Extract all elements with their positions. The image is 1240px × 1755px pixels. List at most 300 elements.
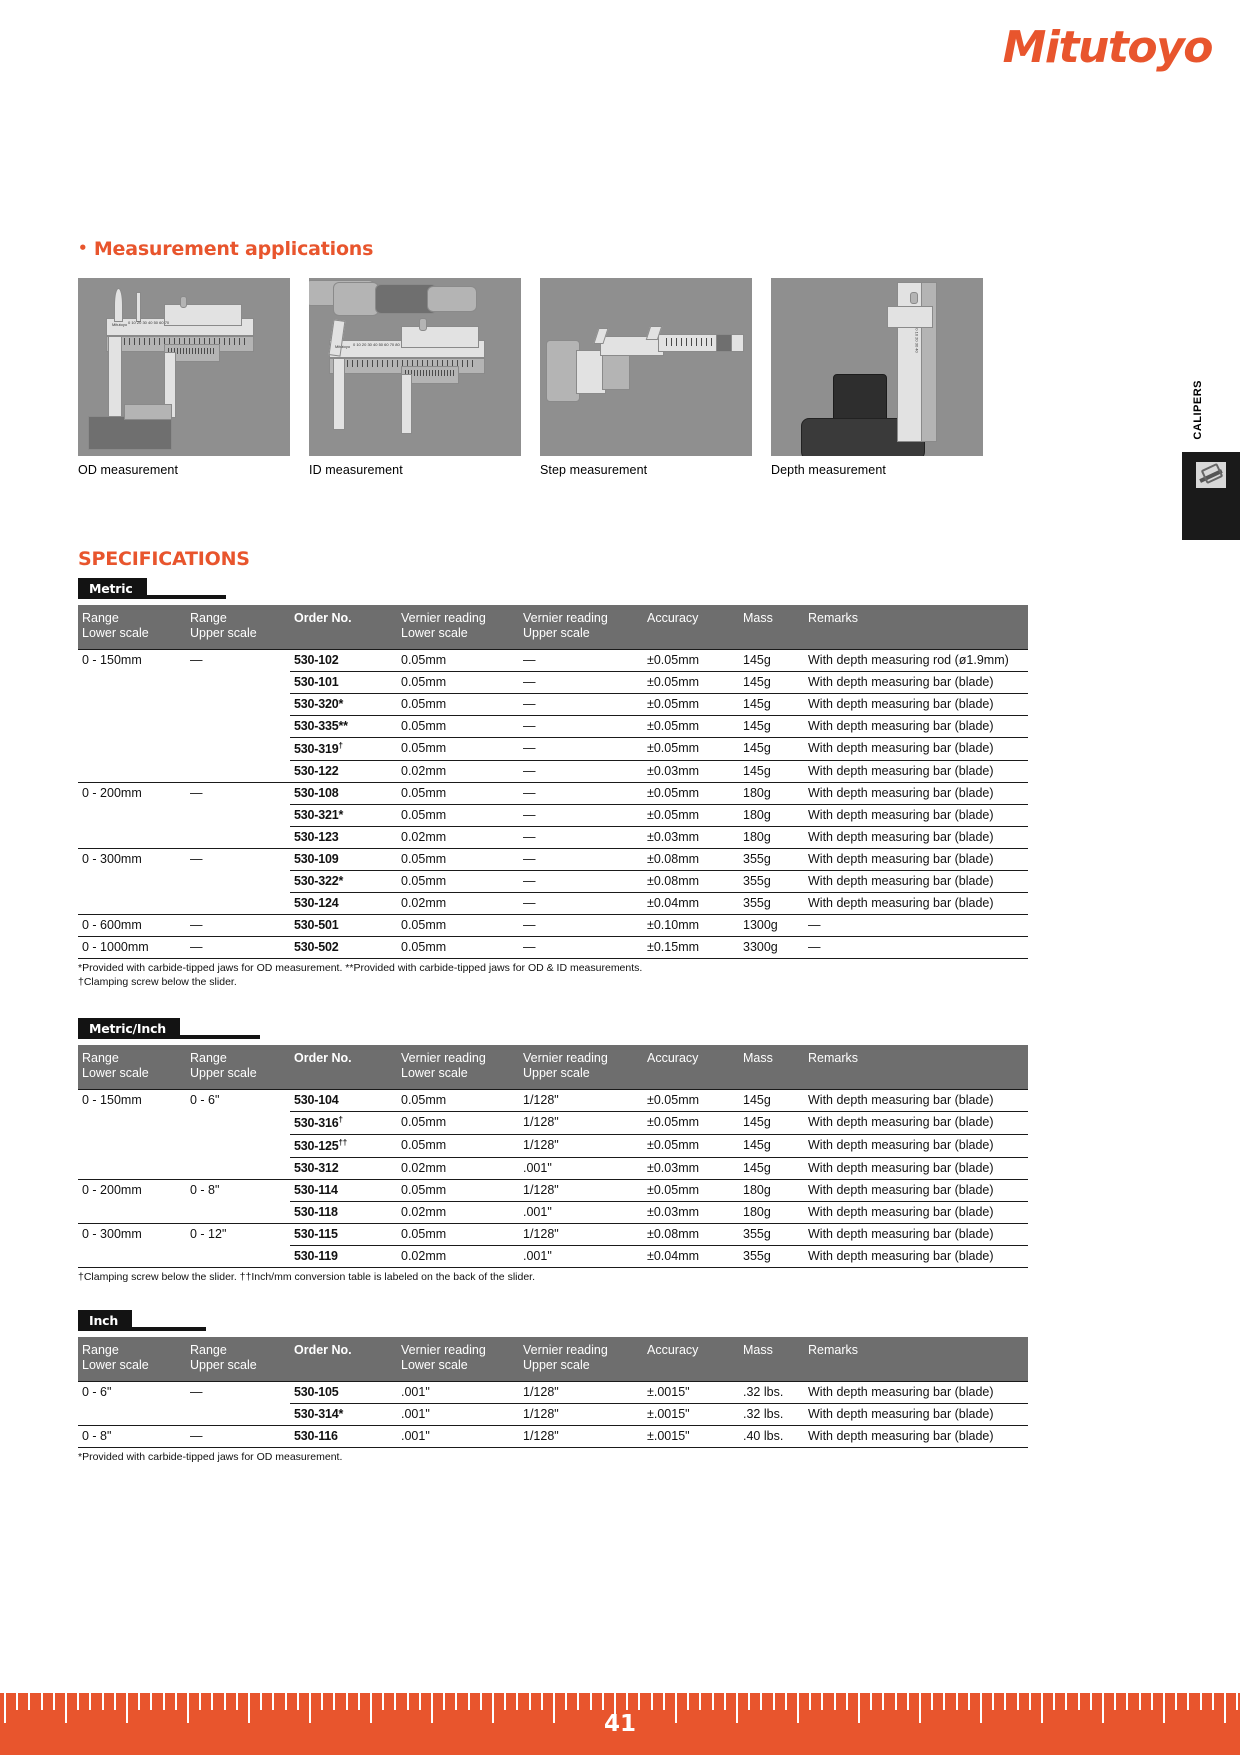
header-line1: Mass [743,611,773,625]
cell-order-no: 530-316† [290,1111,397,1134]
cell-vernier-upper: 1/128" [519,1223,643,1245]
ruler-tick [138,1693,140,1710]
ruler-tick [321,1693,323,1710]
table-row [78,1403,1028,1425]
cell-range-upper [186,892,290,914]
ruler-tick [41,1693,43,1710]
cell-order-no: 530-320* [290,693,397,715]
cell-order-no: 530-108 [290,782,397,804]
ruler-tick [382,1693,384,1710]
ruler-tick [992,1693,994,1710]
order-no-footnote-marker: † [338,1114,343,1124]
cell-vernier-upper: 1/128" [519,1403,643,1425]
cell-remarks: With depth measuring bar (blade) [804,693,1028,715]
header-line1: Accuracy [647,1343,699,1357]
header-line1: Vernier reading [523,1051,608,1065]
cell-range-lower: 0 - 300mm [78,1223,186,1245]
cell-range-lower [78,892,186,914]
cell-range-upper [186,760,290,782]
cell-remarks: With depth measuring bar (blade) [804,1157,1028,1179]
ruler-tick [1151,1693,1153,1710]
ruler-tick [651,1693,653,1710]
cell-range-upper: — [186,782,290,804]
cell-vernier-upper: — [519,936,643,958]
cell-range-upper [186,1134,290,1157]
cell-accuracy: ±0.04mm [643,892,739,914]
cell-vernier-upper: — [519,826,643,848]
cell-range-lower [78,1245,186,1267]
header-line1: Mass [743,1343,773,1357]
column-header-order-no [290,605,397,649]
cell-mass: .32 lbs. [739,1403,804,1425]
ruler-tick [541,1693,543,1710]
order-no-footnote-marker: †† [338,1137,347,1147]
ruler-tick [724,1693,726,1710]
column-header-vernier-upper [519,1045,643,1089]
cell-accuracy: ±0.15mm [643,936,739,958]
cell-mass: 145g [739,693,804,715]
ruler-tick [529,1693,531,1710]
ruler-tick [28,1693,30,1710]
cell-range-lower: 0 - 150mm [78,1089,186,1111]
cell-mass: 145g [739,715,804,737]
measurement-applications-title [78,238,1028,260]
cell-vernier-lower: 0.05mm [397,715,519,737]
cell-order-no: 530-502 [290,936,397,958]
header-line1: Remarks [808,1051,859,1065]
ruler-tick [163,1693,165,1710]
cell-vernier-lower: 0.02mm [397,826,519,848]
cell-range-lower [78,737,186,760]
ruler-tick [358,1693,360,1710]
cell-vernier-lower: .001" [397,1381,519,1403]
specifications-table-metric-inch [78,1045,1028,1268]
photo-caption: ID measurement [309,463,403,477]
header-line2: Lower scale [401,626,468,641]
cell-vernier-upper: — [519,693,643,715]
cell-vernier-lower: 0.05mm [397,649,519,671]
ruler-tick [834,1693,836,1710]
header-line1: Remarks [808,611,859,625]
cell-vernier-lower: 0.05mm [397,914,519,936]
application-item [540,278,752,477]
cell-range-lower [78,671,186,693]
cell-mass: 1300g [739,914,804,936]
spec-table-block-metric-inch [78,1018,1028,1285]
application-photo-grid [78,278,1028,477]
cell-remarks: — [804,914,1028,936]
ruler-tick [89,1693,91,1710]
cell-vernier-lower: 0.02mm [397,1201,519,1223]
side-tab-calipers [1180,370,1240,540]
ruler-tick [943,1693,945,1710]
cell-remarks: With depth measuring bar (blade) [804,1089,1028,1111]
column-header-range-lower [78,1045,186,1089]
cell-accuracy: ±0.05mm [643,1111,739,1134]
ruler-tick [346,1693,348,1710]
cell-remarks: With depth measuring bar (blade) [804,782,1028,804]
ruler-tick [785,1693,787,1710]
mitutoyo-logo: Mitutoyo [1002,22,1212,73]
column-header-remarks [804,1045,1028,1089]
cell-remarks: With depth measuring bar (blade) [804,848,1028,870]
ruler-tick [333,1693,335,1710]
cell-order-no: 530-119 [290,1245,397,1267]
cell-order-no: 530-124 [290,892,397,914]
cell-range-lower [78,1403,186,1425]
specifications-table-inch [78,1337,1028,1448]
cell-order-no: 530-116 [290,1425,397,1447]
cell-remarks: With depth measuring rod (ø1.9mm) [804,649,1028,671]
header-line1: Vernier reading [401,1343,486,1357]
ruler-tick [1236,1693,1238,1710]
cell-remarks: With depth measuring bar (blade) [804,1245,1028,1267]
ruler-tick [895,1693,897,1710]
header-line1: Vernier reading [401,611,486,625]
cell-mass: 180g [739,1201,804,1223]
application-item [78,278,290,477]
cell-remarks: With depth measuring bar (blade) [804,1223,1028,1245]
header-line1: Range [82,611,119,625]
ruler-tick [224,1693,226,1710]
ruler-tick [882,1693,884,1710]
header-line1: Order No. [294,611,352,625]
cell-range-upper [186,737,290,760]
ruler-tick [1090,1693,1092,1710]
cell-vernier-lower: 0.05mm [397,804,519,826]
cell-order-no: 530-321* [290,804,397,826]
header-line1: Order No. [294,1051,352,1065]
ruler-tick [297,1693,299,1710]
cell-range-lower [78,1201,186,1223]
ruler-tick [53,1693,55,1710]
cell-range-lower [78,760,186,782]
column-header-accuracy [643,1337,739,1381]
ruler-tick [1078,1693,1080,1710]
cell-mass: 145g [739,671,804,693]
cell-remarks: With depth measuring bar (blade) [804,760,1028,782]
header-line2: Lower scale [401,1358,468,1373]
photo-caption: Step measurement [540,463,648,477]
cell-remarks: With depth measuring bar (blade) [804,715,1028,737]
cell-range-upper [186,1201,290,1223]
cell-range-upper [186,870,290,892]
cell-vernier-upper: — [519,848,643,870]
cell-remarks: With depth measuring bar (blade) [804,671,1028,693]
cell-range-upper [186,1403,290,1425]
column-header-vernier-lower [397,1337,519,1381]
cell-accuracy: ±0.03mm [643,760,739,782]
cell-mass: 145g [739,737,804,760]
cell-accuracy: ±0.05mm [643,693,739,715]
ruler-tick [821,1693,823,1710]
ruler-tick [175,1693,177,1710]
ruler-tick [285,1693,287,1710]
measurement-applications-section [78,238,1028,477]
table-tag: Metric/Inch [78,1018,180,1039]
cell-vernier-upper: .001" [519,1245,643,1267]
page-footer [0,1693,1240,1755]
ruler-tick [1029,1693,1031,1710]
cell-remarks: With depth measuring bar (blade) [804,1179,1028,1201]
spec-table-block-metric [78,578,1028,989]
cell-mass: 355g [739,1245,804,1267]
photo-caption: OD measurement [78,463,179,477]
ruler-tick [626,1693,628,1710]
ruler-tick [260,1693,262,1710]
table-header-row [78,605,1028,649]
table-header-row [78,1045,1028,1089]
cell-accuracy: ±0.08mm [643,848,739,870]
cell-range-upper [186,826,290,848]
cell-mass: 145g [739,760,804,782]
cell-vernier-upper: 1/128" [519,1111,643,1134]
cell-accuracy: ±0.05mm [643,782,739,804]
table-tag: Metric [78,578,147,599]
cell-remarks: With depth measuring bar (blade) [804,1134,1028,1157]
table-row [78,1201,1028,1223]
cell-range-upper: — [186,936,290,958]
cell-remarks: With depth measuring bar (blade) [804,1403,1028,1425]
caliper-icon [1196,462,1226,488]
table-row [78,826,1028,848]
cell-vernier-lower: 0.02mm [397,892,519,914]
cell-vernier-lower: 0.05mm [397,1179,519,1201]
table-tag-row [78,578,1028,600]
cell-accuracy: ±0.03mm [643,826,739,848]
column-header-mass [739,1045,804,1089]
cell-vernier-lower: 0.05mm [397,693,519,715]
cell-remarks: With depth measuring bar (blade) [804,892,1028,914]
photo-caption: Depth measurement [771,463,886,477]
cell-range-lower [78,1111,186,1134]
ruler-tick [590,1693,592,1710]
table-header-row [78,1337,1028,1381]
footnote-line: *Provided with carbide-tipped jaws for OD measurement. **Provided with carbide-tipped jaws for OD & ID measurements. [78,961,643,974]
cell-range-upper: — [186,848,290,870]
ruler-tick [16,1693,18,1710]
cell-vernier-upper: — [519,782,643,804]
cell-order-no: 530-314* [290,1403,397,1425]
od-measurement-photo: Mitutoyo 0 10 20 30 40 50 60 70 [78,278,290,456]
cell-range-lower: 0 - 150mm [78,649,186,671]
ruler-tick [1004,1693,1006,1710]
header-line1: Range [190,1051,227,1065]
cell-range-lower [78,1157,186,1179]
column-header-mass [739,1337,804,1381]
application-item [309,278,521,477]
table-tag-row [78,1018,1028,1040]
cell-mass: 355g [739,848,804,870]
ruler-tick [419,1693,421,1710]
cell-vernier-upper: — [519,804,643,826]
cell-range-lower [78,715,186,737]
table-tag-row [78,1310,1028,1332]
cell-remarks: With depth measuring bar (blade) [804,804,1028,826]
specifications-heading: SPECIFICATIONS [78,548,250,570]
column-header-mass [739,605,804,649]
ruler-tick [150,1693,152,1710]
ruler-tick [1053,1693,1055,1710]
header-line2: Lower scale [401,1066,468,1081]
footnote-line: †Clamping screw below the slider. ††Inch/mm conversion table is labeled on the back of the slider. [78,1270,535,1283]
ruler-tick [1200,1693,1202,1710]
cell-accuracy: ±0.05mm [643,804,739,826]
column-header-accuracy [643,1045,739,1089]
ruler-tick [211,1693,213,1710]
column-header-vernier-lower [397,605,519,649]
column-header-range-upper [186,1337,290,1381]
cell-accuracy: ±0.04mm [643,1245,739,1267]
cell-range-upper: — [186,649,290,671]
cell-mass: 145g [739,649,804,671]
table-footnotes [78,962,1028,990]
page-number: 41 [603,1711,636,1737]
ruler-tick [773,1693,775,1710]
cell-order-no: 530-122 [290,760,397,782]
cell-vernier-upper: — [519,649,643,671]
header-line1: Remarks [808,1343,859,1357]
cell-range-upper [186,1245,290,1267]
table-row [78,782,1028,804]
cell-vernier-upper: 1/128" [519,1381,643,1403]
column-header-range-lower [78,605,186,649]
cell-accuracy: ±0.05mm [643,715,739,737]
cell-vernier-upper: — [519,892,643,914]
cell-vernier-lower: 0.05mm [397,870,519,892]
ruler-tick [102,1693,104,1710]
header-line1: Order No. [294,1343,352,1357]
column-header-remarks [804,605,1028,649]
cell-remarks: With depth measuring bar (blade) [804,1381,1028,1403]
table-row [78,892,1028,914]
cell-order-no: 530-501 [290,914,397,936]
cell-vernier-upper: — [519,715,643,737]
cell-order-no: 530-125†† [290,1134,397,1157]
cell-order-no: 530-102 [290,649,397,671]
cell-accuracy: ±.0015" [643,1425,739,1447]
depth-measurement-photo: 0 10 20 30 40 [771,278,983,456]
cell-remarks: With depth measuring bar (blade) [804,737,1028,760]
cell-accuracy: ±0.10mm [643,914,739,936]
cell-accuracy: ±0.08mm [643,870,739,892]
cell-accuracy: ±0.05mm [643,737,739,760]
cell-mass: 180g [739,804,804,826]
cell-vernier-upper: — [519,671,643,693]
table-row [78,870,1028,892]
header-line2: Upper scale [190,1066,257,1081]
cell-range-lower [78,693,186,715]
cell-range-upper [186,804,290,826]
column-header-range-upper [186,1045,290,1089]
ruler-tick [407,1693,409,1710]
cell-mass: 355g [739,870,804,892]
ruler-tick [77,1693,79,1710]
ruler-tick [1065,1693,1067,1710]
cell-vernier-upper: 1/128" [519,1179,643,1201]
cell-vernier-upper: — [519,760,643,782]
measurement-applications-title-text: Measurement applications [93,238,374,260]
cell-accuracy: ±0.05mm [643,649,739,671]
cell-vernier-lower: 0.02mm [397,1245,519,1267]
ruler-tick [1114,1693,1116,1710]
cell-range-upper [186,693,290,715]
specifications-table-metric [78,605,1028,959]
cell-vernier-upper: 1/128" [519,1089,643,1111]
cell-range-lower [78,870,186,892]
cell-vernier-upper: 1/128" [519,1134,643,1157]
cell-accuracy: ±0.05mm [643,1134,739,1157]
cell-mass: .40 lbs. [739,1425,804,1447]
footnote-line: †Clamping screw below the slider. [78,975,237,988]
ruler-tick [1126,1693,1128,1710]
order-no-footnote-marker: † [338,740,343,750]
ruler-tick [809,1693,811,1710]
header-line1: Vernier reading [401,1051,486,1065]
cell-order-no: 530-118 [290,1201,397,1223]
ruler-tick [1017,1693,1019,1710]
table-row [78,649,1028,671]
cell-vernier-lower: 0.02mm [397,760,519,782]
cell-mass: 180g [739,826,804,848]
column-header-range-upper [186,605,290,649]
cell-range-lower: 0 - 200mm [78,1179,186,1201]
ruler-tick [504,1693,506,1710]
table-row [78,848,1028,870]
cell-mass: 145g [739,1089,804,1111]
table-row [78,1179,1028,1201]
table-row [78,1134,1028,1157]
footnote-line: *Provided with carbide-tipped jaws for OD measurement. [78,1450,343,1463]
ruler-tick [699,1693,701,1710]
table-row [78,914,1028,936]
cell-vernier-upper: — [519,870,643,892]
header-line2: Upper scale [523,1066,590,1081]
table-row [78,1111,1028,1134]
ruler-tick [1212,1693,1214,1710]
cell-vernier-upper: — [519,737,643,760]
cell-range-lower: 0 - 6" [78,1381,186,1403]
cell-remarks: With depth measuring bar (blade) [804,826,1028,848]
column-header-range-lower [78,1337,186,1381]
cell-mass: 145g [739,1157,804,1179]
table-footnotes [78,1271,1028,1285]
cell-accuracy: ±0.03mm [643,1157,739,1179]
ruler-tick [663,1693,665,1710]
cell-order-no: 530-322* [290,870,397,892]
column-header-accuracy [643,605,739,649]
table-row [78,936,1028,958]
ruler-tick [577,1693,579,1710]
table-row [78,1223,1028,1245]
table-row [78,1089,1028,1111]
cell-range-lower: 0 - 1000mm [78,936,186,958]
column-header-vernier-upper [519,605,643,649]
cell-vernier-lower: 0.05mm [397,782,519,804]
cell-range-lower: 0 - 300mm [78,848,186,870]
header-line1: Range [190,1343,227,1357]
cell-vernier-upper: — [519,914,643,936]
header-line2: Upper scale [190,1358,257,1373]
table-row [78,693,1028,715]
table-row [78,671,1028,693]
cell-range-lower [78,804,186,826]
spec-table-block-inch [78,1310,1028,1464]
header-line2: Lower scale [82,1358,149,1373]
cell-range-upper [186,671,290,693]
cell-range-lower: 0 - 200mm [78,782,186,804]
bullet-icon: • [78,239,88,257]
